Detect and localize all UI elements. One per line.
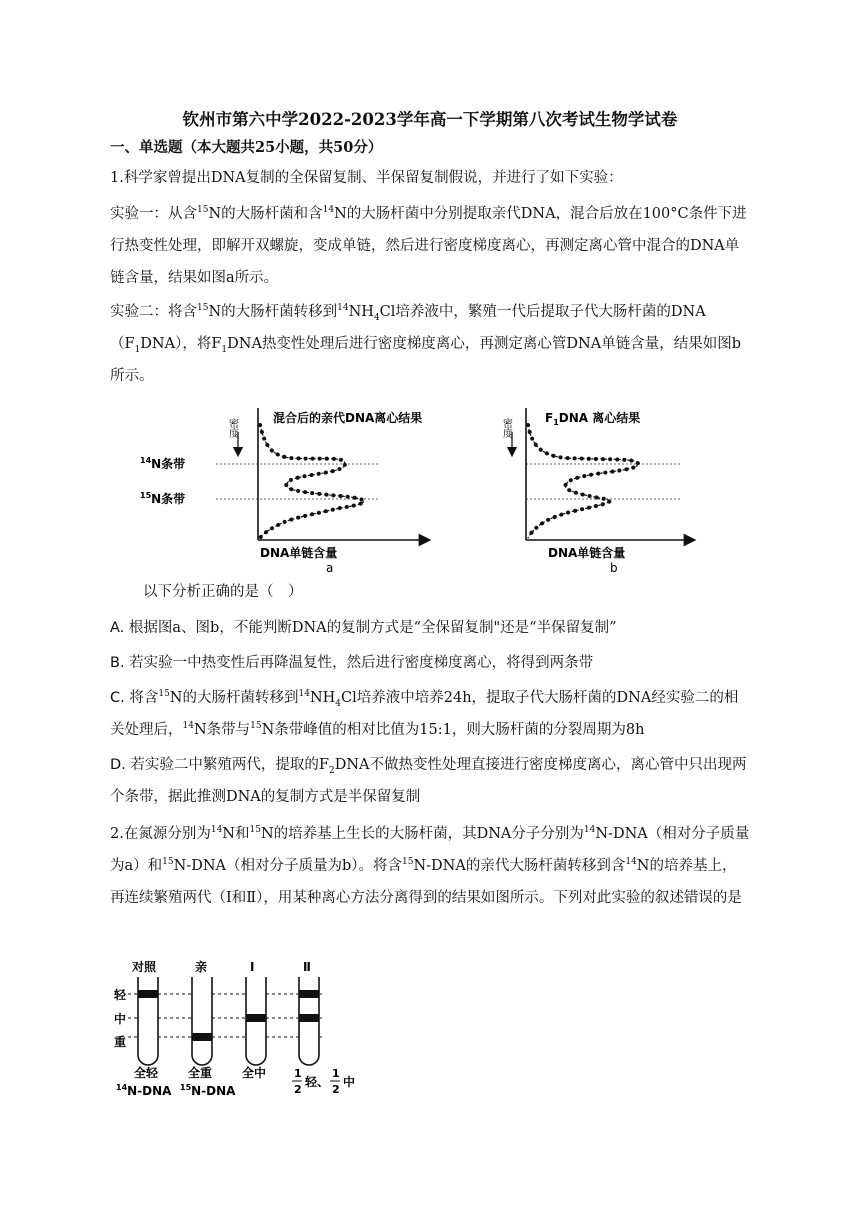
cap-parent: 全重 [188, 1066, 213, 1080]
band-gen2-light [299, 990, 319, 998]
q1-option-a: A. 根据图a、图b，不能判断DNA的复制方式是“全保留复制"还是“半保留复制” [110, 620, 617, 636]
curve-b [528, 425, 638, 538]
col-parent-label: 亲 [195, 960, 208, 974]
curve-a [260, 425, 364, 538]
q1-option-c: C. 将含$^{15}$N的大肠杆菌转移到$^{14}NH_4Cl$培养液中培养24h，提取子代大肠杆菌的DNA经实验二的相关处理后，$^{14}$N条带与$^{15}$N条带峰值的相对比值为15:1，则大肠杆菌的分裂周期为8h [110, 689, 739, 738]
xlabel-b: DNA单链含量 [548, 546, 626, 560]
q2-text: 2.在氮源分别为$^{14}$N和$^{15}$N的培养基上生长的大肠杆菌，其DNA分子分别为$^{14}$N-DNA（相对分子质量为a）和$^{15}$N-DNA（相对分子质量为b）。将含$^{15}$N-DNA的亲代大肠杆菌转移到含$^{14}$N的培养基上，再连续繁殖两代（Ⅰ和Ⅱ），用某种离心方法分离得到的结果如图所示。下列对此实验的叙述错误的是 [110, 825, 750, 906]
col-gen1-label: Ⅰ [250, 960, 255, 974]
svg-text:2: 2 [332, 1083, 340, 1096]
svg-text:1: 1 [294, 1067, 302, 1080]
col-gen2-label: Ⅱ [303, 960, 311, 974]
panel-a [216, 408, 425, 575]
density-label-a: 密度 [226, 418, 238, 438]
band-gen2-mid [299, 1014, 319, 1022]
tube-parent [192, 977, 212, 1065]
cap-control: 全轻 [134, 1066, 159, 1080]
band-14n-label: $^{14}$N条带 [140, 456, 186, 471]
q1-intro: 1.科学家曾提出DNA复制的全保留复制、半保留复制假说，并进行了如下实验： [110, 170, 623, 186]
title-b: $F_1DNA$ 离心结果 [545, 411, 641, 427]
panel-label-a: a [326, 561, 334, 575]
q1-experiment-1: 实验一：从含$^{15}$N的大肠杆菌和含$^{14}$N的大肠杆菌中分别提取亲代DNA，混合后放在100°C条件下进行热变性处理，即解开双螺旋，变成单链，然后进行密度梯度离心，再测定离心管中混合的DNA单链含量，结果如图a所示。 [110, 205, 747, 286]
col-control-label: 对照 [132, 960, 157, 974]
row-mid-label: 中 [114, 1012, 127, 1026]
row-light-label: 轻 [114, 988, 127, 1002]
panel-b [501, 408, 691, 575]
svg-text:1: 1 [332, 1067, 340, 1080]
cap-gen1: 全中 [242, 1066, 267, 1080]
svg-text:轻、: 轻、 [305, 1075, 330, 1089]
q1-option-d: D. 若实验二中繁殖两代，提取的$F_2DNA$不做热变性处理直接进行密度梯度离心，离心管中只出现两个条带，据此推测DNA的复制方式是半保留复制 [110, 757, 747, 805]
band-control-light [138, 990, 158, 998]
xlabel-a: DNA单链含量 [260, 546, 338, 560]
q1-option-b: B. 若实验一中热变性后再降温复性，然后进行密度梯度离心，将得到两条带 [110, 655, 594, 671]
q1-figure-centrifuge-curves [140, 400, 700, 575]
band-15n-label: $^{15}$N条带 [140, 491, 186, 506]
exam-title: 钦州市第六中学2022-2023学年高一下学期第八次考试生物学试卷 [182, 110, 678, 129]
cap-gen2 [292, 1067, 355, 1096]
q1-experiment-2: 实验二：将含$^{15}$N的大肠杆菌转移到$^{14}NH_4Cl$培养液中，繁殖一代后提取子代大肠杆菌的$DNA(F_1DNA)$，将$F_1DNA$热变性处理后进行密度梯度离心，再测定离心管DNA单链含量，结果如图b所示。 [110, 303, 741, 384]
section-heading: 一、单选题（本大题共25小题，共50分） [110, 139, 383, 156]
cap-15n-dna: $^{15}$N-DNA [180, 1083, 236, 1098]
band-parent-heavy [192, 1033, 212, 1041]
density-label-b: 密度 [500, 418, 512, 438]
cap-14n-dna: $^{14}$N-DNA [116, 1083, 172, 1098]
row-heavy-label: 重 [114, 1035, 127, 1049]
q2-figure-test-tubes [110, 955, 360, 1100]
svg-text:2: 2 [294, 1083, 302, 1096]
svg-text:中: 中 [343, 1075, 356, 1089]
band-gen1-mid [246, 1014, 266, 1022]
title-a: 混合后的亲代DNA离心结果 [273, 411, 423, 425]
q1-stem: 以下分析正确的是（ ） [143, 584, 303, 600]
panel-label-b: b [610, 561, 618, 575]
